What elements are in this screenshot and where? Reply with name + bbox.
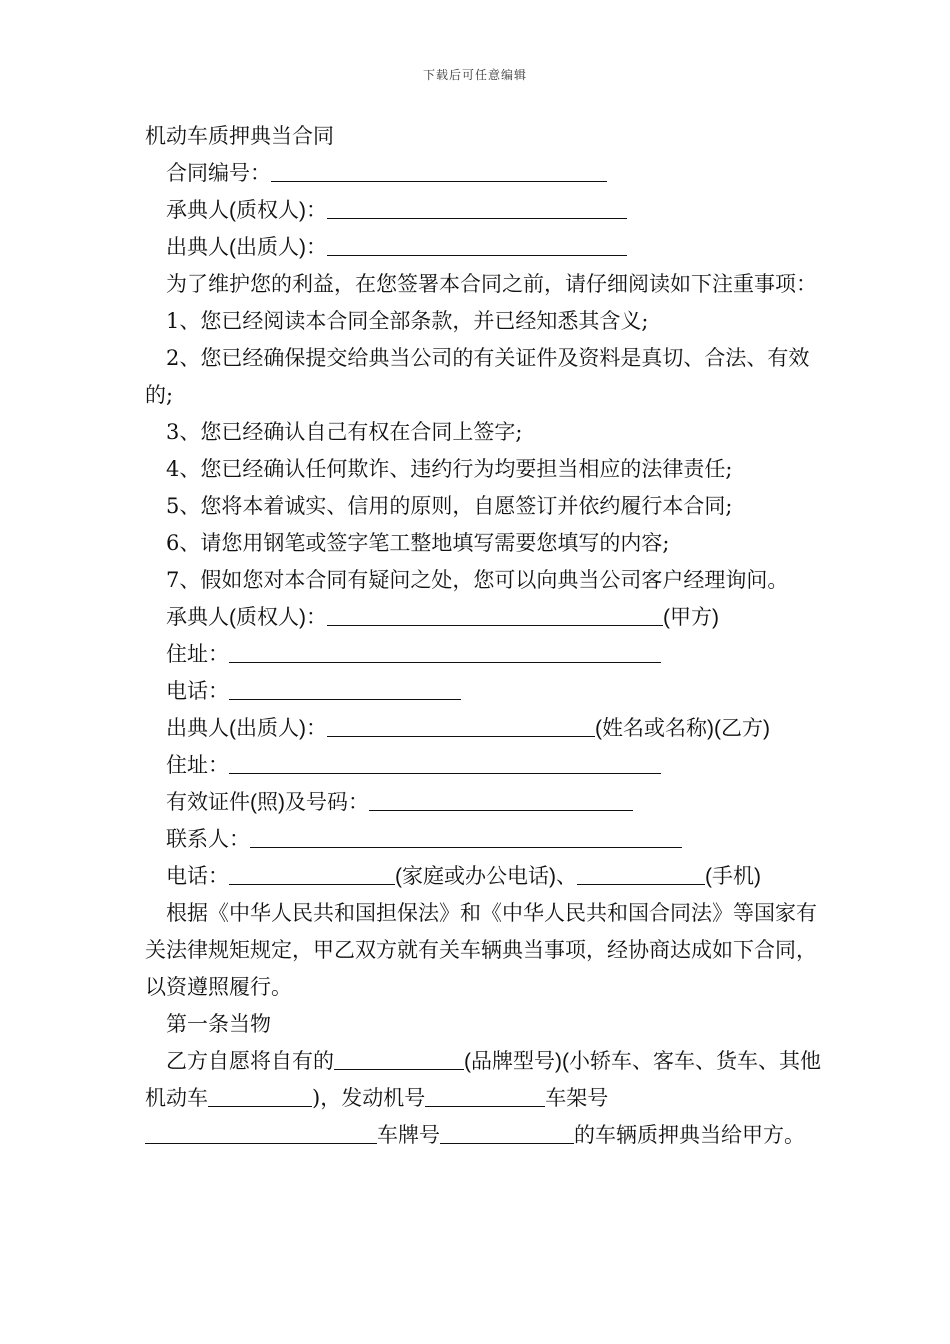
party-b-phone-label: 电话： [166,864,229,888]
frame-number-blank[interactable] [145,1119,377,1144]
party-b-blank[interactable] [327,712,595,737]
article-1-text-d: 车架号 [545,1086,609,1110]
party-b-label: 出典人(出质人)： [166,717,327,740]
article-1-text-b: (品牌型号)(小轿车、客车、货车、其他机动车 [145,1050,821,1110]
notice-intro: 为了维护您的利益，在您签署本合同之前，请仔细阅读如下注重事项： [166,272,817,296]
vehicle-type-blank[interactable] [208,1082,312,1107]
party-a-row [145,599,825,636]
party-b-address-row [145,747,825,784]
party-b-phone-row [145,858,825,895]
party-b-phone-end: (手机) [705,865,761,888]
party-b-id-blank[interactable] [369,786,633,811]
notice-item: 2、您已经确保提交给典当公司的有关证件及资料是真切、合法、有效的; [145,346,810,407]
engine-number-blank[interactable] [425,1082,545,1107]
page-header-note: 下载后可任意编辑 [422,68,527,82]
brand-model-blank[interactable] [334,1045,464,1070]
notice-item: 4、您已经确认任何欺诈、违约行为均要担当相应的法律责任; [166,457,733,481]
party-b-phone-mid: (家庭或办公电话)、 [395,865,577,888]
plate-number-blank[interactable] [440,1119,574,1144]
party-b-contact-blank[interactable] [250,823,682,848]
contract-number-row [145,155,825,192]
party-a-phone-label: 电话： [166,679,229,703]
article-1-text-a: 乙方自愿将自有的 [166,1049,334,1073]
notice-item: 5、您将本着诚实、信用的原则，自愿签订并依约履行本合同; [166,494,733,518]
party-b-id-label: 有效证件(照)及号码： [166,791,369,814]
article-1-paragraph [145,1043,825,1154]
article-1-text-e: 车牌号 [377,1123,440,1147]
pawnee-label: 承典人(质权人)： [166,199,327,222]
notice-item: 3、您已经确认自己有权在合同上签字; [166,420,523,444]
party-a-phone-blank[interactable] [229,675,461,700]
article-1-heading: 第一条当物 [166,1012,271,1036]
article-1-text-c: )，发动机号 [312,1086,426,1110]
contract-body [145,118,825,1154]
pawnee-row [145,192,825,229]
pawnee-blank[interactable] [327,194,627,219]
party-a-phone-row [145,673,825,710]
party-a-address-row [145,636,825,673]
party-a-label: 承典人(质权人)： [166,606,327,629]
party-b-suffix: (姓名或名称)(乙方) [595,717,770,740]
contract-number-label: 合同编号： [166,161,271,185]
party-b-address-label: 住址： [166,753,229,777]
notice-item: 7、假如您对本合同有疑问之处，您可以向典当公司客户经理询问。 [166,568,789,592]
party-b-row [145,710,825,747]
party-a-blank[interactable] [327,601,663,626]
party-b-id-row [145,784,825,821]
party-b-home-phone-blank[interactable] [229,860,395,885]
party-b-contact-row [145,821,825,858]
party-a-address-blank[interactable] [229,638,661,663]
notice-item: 1、您已经阅读本合同全部条款，并已经知悉其含义; [166,309,649,333]
party-b-mobile-blank[interactable] [577,860,705,885]
notice-item: 6、请您用钢笔或签字笔工整地填写需要您填写的内容; [166,531,670,555]
party-a-address-label: 住址： [166,642,229,666]
article-1-text-f: 的车辆质押典当给甲方。 [574,1123,805,1147]
pawnor-row [145,229,825,266]
pawnor-label: 出典人(出质人)： [166,236,327,259]
party-b-contact-label: 联系人： [166,827,250,851]
party-a-suffix: (甲方) [663,606,719,629]
pawnor-blank[interactable] [327,231,627,256]
contract-number-blank[interactable] [271,157,607,182]
preamble-paragraph: 根据《中华人民共和国担保法》和《中华人民共和国合同法》等国家有关法律规矩规定，甲乙双方就有关车辆典当事项，经协商达成如下合同，以资遵照履行。 [145,901,817,999]
contract-title: 机动车质押典当合同 [145,124,334,148]
party-b-address-blank[interactable] [229,749,661,774]
